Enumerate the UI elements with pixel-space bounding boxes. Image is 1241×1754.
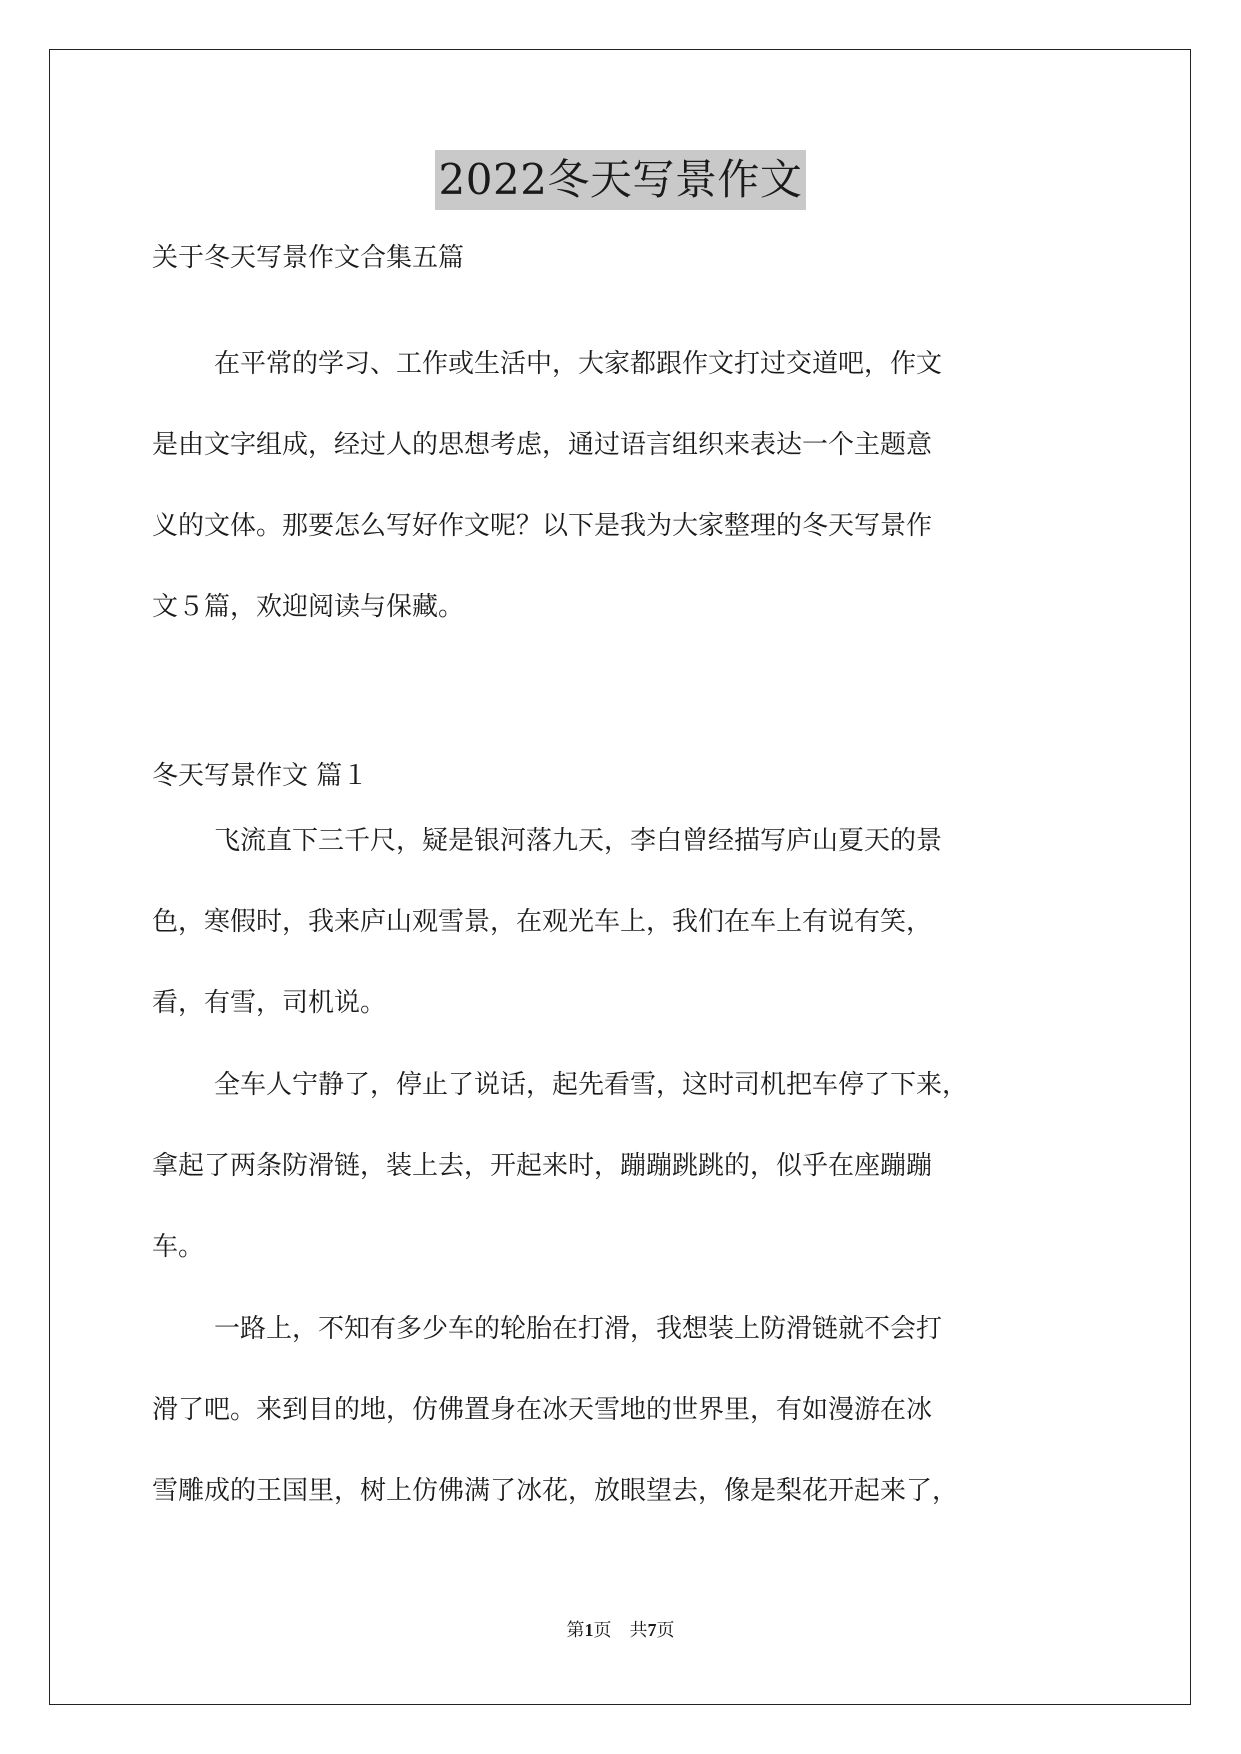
paragraph-1-line-1: 飞流直下三千尺，疑是银河落九天，李白曾经描写庐山夏天的景 [214,826,943,856]
paragraph-1 [152,801,1092,1044]
footer-total-prefix: 共 [629,1620,648,1640]
intro-line-2: 是由文字组成，经过人的思想考虑，通过语言组织来表达一个主题意 [152,430,933,460]
footer-page-suffix: 页 [593,1620,612,1640]
section-heading: 冬天写景作文 篇１ [152,761,369,791]
intro-line-1: 在平常的学习、工作或生活中，大家都跟作文打过交道吧，作文 [214,349,943,379]
paragraph-2-line-2: 拿起了两条防滑链，装上去，开起来时，蹦蹦跳跳的，似乎在座蹦蹦 [152,1151,933,1181]
footer-total-pages: 7 [647,1620,657,1640]
paragraph-1-line-2: 色，寒假时，我来庐山观雪景，在观光车上，我们在车上有说有笑， [152,907,933,937]
intro-line-4: 文５篇，欢迎阅读与保藏。 [152,592,465,622]
paragraph-2 [152,1045,1092,1288]
title-container [0,150,1241,210]
footer-page-prefix: 第 [566,1620,585,1640]
footer-page-number: 1 [584,1620,594,1640]
paragraph-3-line-3: 雪雕成的王国里，树上仿佛满了冰花，放眼望去，像是梨花开起来了， [152,1476,959,1506]
intro-line-3: 义的文体。那要怎么写好作文呢？以下是我为大家整理的冬天写景作 [152,511,933,541]
intro-paragraph [152,324,1092,648]
paragraph-3 [152,1289,1092,1532]
paragraph-1-line-3: 看，有雪，司机说。 [152,988,387,1018]
document-title: 2022冬天写景作文 [435,150,807,210]
paragraph-2-line-3: 车。 [152,1232,205,1262]
document-subtitle: 关于冬天写景作文合集五篇 [152,243,465,273]
page-footer [0,1618,1241,1642]
paragraph-2-line-1: 全车人宁静了，停止了说话，起先看雪，这时司机把车停了下来， [214,1070,969,1100]
paragraph-3-line-2: 滑了吧。来到目的地，仿佛置身在冰天雪地的世界里，有如漫游在冰 [152,1395,933,1425]
footer-total-suffix: 页 [656,1620,675,1640]
paragraph-3-line-1: 一路上，不知有多少车的轮胎在打滑，我想装上防滑链就不会打 [214,1314,943,1344]
